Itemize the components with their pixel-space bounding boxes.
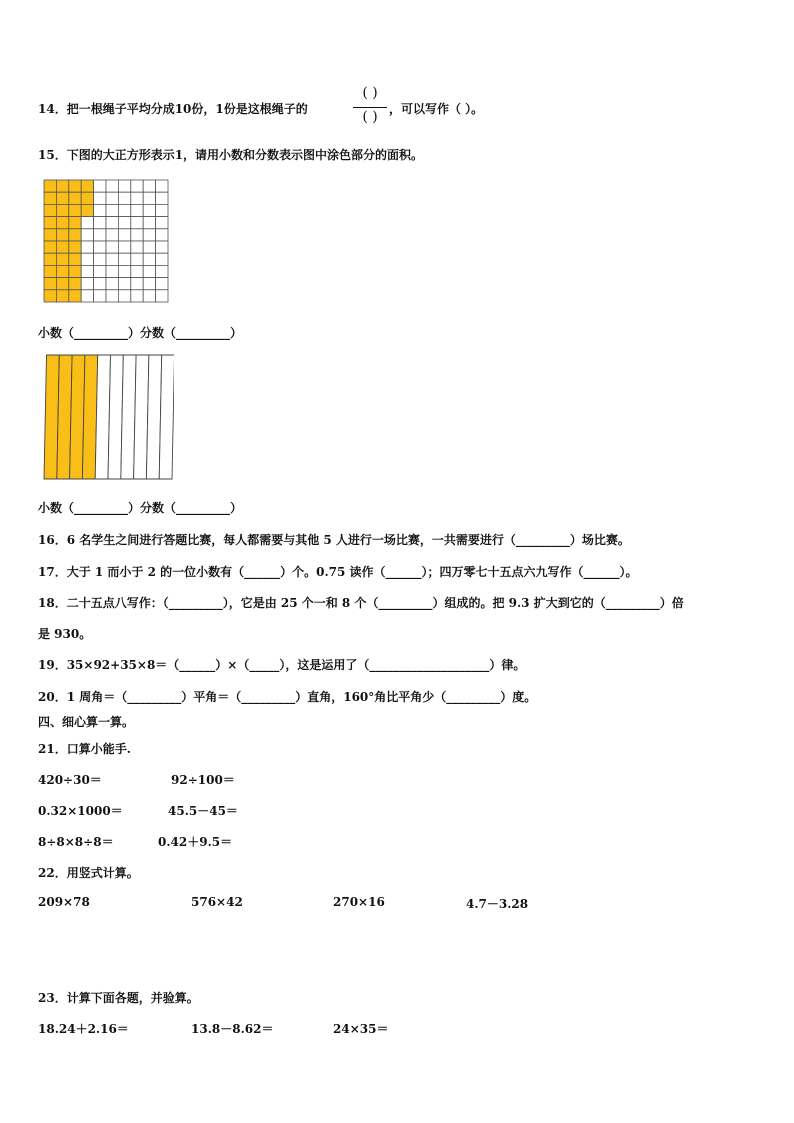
grid-cell <box>94 253 106 265</box>
fraction-bar <box>353 107 387 108</box>
grid-cell <box>106 217 118 229</box>
grid-cell <box>131 253 143 265</box>
grid-cell <box>106 290 118 302</box>
grid-cell <box>156 180 168 192</box>
grid-cell <box>156 241 168 253</box>
q21-item: 8÷8×8÷8＝ <box>38 835 114 849</box>
grid-cell <box>81 229 93 241</box>
fraction-denominator-blank[interactable]: ( ) <box>362 109 378 125</box>
q15-answer-line-1: 小数（_________）分数（_________） <box>38 326 243 340</box>
grid-cell <box>94 180 106 192</box>
q23-item: 24×35＝ <box>333 1022 389 1036</box>
grid-cell <box>143 265 155 277</box>
grid-cell <box>94 265 106 277</box>
grid-cell-shaded <box>69 229 81 241</box>
grid-cell <box>156 265 168 277</box>
q22-item: 4.7－3.28 <box>466 897 529 911</box>
grid-cell <box>143 180 155 192</box>
question-23-title: 23．计算下面各题，并验算。 <box>38 991 199 1005</box>
grid-cell-shaded <box>69 290 81 302</box>
grid-cell <box>81 290 93 302</box>
grid-cell <box>118 180 130 192</box>
grid-cell <box>131 217 143 229</box>
grid-cell <box>81 278 93 290</box>
grid-cell <box>118 217 130 229</box>
grid-cell-shaded <box>44 192 56 204</box>
grid-cell-shaded <box>56 217 68 229</box>
grid-cell <box>106 204 118 216</box>
grid-cell <box>106 180 118 192</box>
grid-cell-shaded <box>44 290 56 302</box>
question-17-text: 17．大于 1 而小于 2 的一位小数有（______）个。0.75 读作（______）；四万零七十五点六九写作（______）。 <box>38 565 638 579</box>
grid-cell <box>94 290 106 302</box>
tenths-strip-figure <box>42 354 174 480</box>
grid-cell <box>131 192 143 204</box>
grid-cell <box>81 241 93 253</box>
grid-cell-shaded <box>44 278 56 290</box>
grid-cell <box>94 192 106 204</box>
question-19-text: 19．35×92+35×8＝（______）×（_____），这是运用了（____________________）律。 <box>38 658 526 672</box>
hundred-grid-figure <box>43 179 169 303</box>
q21-item: 45.5－45＝ <box>168 804 238 818</box>
grid-cell-shaded <box>44 180 56 192</box>
question-16-text: 16．6 名学生之间进行答题比赛，每人都需要与其他 5 人进行一场比赛，一共需要进行（_________）场比赛。 <box>38 533 630 547</box>
grid-cell-shaded <box>44 253 56 265</box>
fraction-numerator-blank[interactable]: ( ) <box>362 85 378 101</box>
grid-cell-shaded <box>69 192 81 204</box>
grid-cell-shaded <box>56 278 68 290</box>
question-22-title: 22．用竖式计算。 <box>38 866 139 880</box>
grid-cell <box>118 229 130 241</box>
grid-cell <box>156 229 168 241</box>
grid-cell <box>94 278 106 290</box>
grid-cell-shaded <box>81 204 93 216</box>
grid-cell <box>131 278 143 290</box>
question-15-title: 15．下图的大正方形表示1，请用小数和分数表示图中涂色部分的面积。 <box>38 148 424 162</box>
grid-cell <box>156 192 168 204</box>
question-20-text: 20．1 周角＝（_________）平角＝（_________）直角，160°角比平角少（_________）度。 <box>38 690 537 704</box>
grid-cell <box>143 192 155 204</box>
strip <box>159 355 174 479</box>
grid-cell-shaded <box>81 180 93 192</box>
grid-cell <box>156 290 168 302</box>
grid-cell <box>131 241 143 253</box>
q23-item: 13.8－8.62＝ <box>191 1022 274 1036</box>
grid-cell <box>106 192 118 204</box>
grid-cell <box>131 180 143 192</box>
grid-cell-shaded <box>44 241 56 253</box>
grid-cell-shaded <box>69 253 81 265</box>
grid-cell <box>143 290 155 302</box>
grid-cell <box>81 265 93 277</box>
q14-before: 14．把一根绳子平均分成10份，1份是这根绳子的 <box>38 102 308 116</box>
question-21-title: 21．口算小能手. <box>38 742 131 756</box>
grid-cell <box>118 290 130 302</box>
grid-cell <box>81 217 93 229</box>
grid-cell <box>156 278 168 290</box>
grid-cell-shaded <box>69 217 81 229</box>
grid-cell <box>118 278 130 290</box>
q21-item: 0.32×1000＝ <box>38 804 123 818</box>
q14-after: ，可以写作（ ）。 <box>389 102 484 116</box>
grid-cell <box>118 204 130 216</box>
grid-cell <box>131 229 143 241</box>
grid-cell-shaded <box>69 204 81 216</box>
grid-cell <box>94 204 106 216</box>
q21-item: 420÷30＝ <box>38 773 102 787</box>
grid-cell <box>143 204 155 216</box>
grid-cell-shaded <box>56 241 68 253</box>
grid-cell <box>156 217 168 229</box>
q22-item: 576×42 <box>191 895 243 909</box>
grid-cell-shaded <box>56 253 68 265</box>
grid-cell <box>156 253 168 265</box>
grid-cell-shaded <box>56 192 68 204</box>
grid-cell <box>94 217 106 229</box>
question-18-line-1: 18．二十五点八写作：（_________），它是由 25 个一和 8 个（_________）组成的。把 9.3 扩大到它的（_________）倍 <box>38 596 684 610</box>
question-18-line-2: 是 930。 <box>38 627 92 641</box>
grid-cell-shaded <box>81 192 93 204</box>
grid-cell <box>94 229 106 241</box>
grid-cell <box>94 241 106 253</box>
grid-cell <box>143 241 155 253</box>
grid-cell <box>81 253 93 265</box>
grid-cell-shaded <box>44 204 56 216</box>
grid-cell-shaded <box>56 180 68 192</box>
grid-cell <box>106 253 118 265</box>
grid-cell <box>131 204 143 216</box>
grid-cell <box>143 253 155 265</box>
grid-cell-shaded <box>44 265 56 277</box>
grid-cell <box>106 278 118 290</box>
grid-cell-shaded <box>56 290 68 302</box>
grid-cell <box>118 241 130 253</box>
grid-cell-shaded <box>69 180 81 192</box>
grid-cell <box>131 290 143 302</box>
q21-item: 0.42＋9.5＝ <box>158 835 233 849</box>
grid-cell <box>118 192 130 204</box>
grid-cell <box>106 265 118 277</box>
grid-cell-shaded <box>44 229 56 241</box>
grid-cell <box>131 265 143 277</box>
q22-item: 270×16 <box>333 895 385 909</box>
grid-cell-shaded <box>69 278 81 290</box>
grid-cell-shaded <box>56 265 68 277</box>
grid-cell <box>143 217 155 229</box>
q14-fraction <box>353 85 387 131</box>
q15-answer-line-2: 小数（_________）分数（_________） <box>38 501 243 515</box>
grid-cell <box>118 265 130 277</box>
q21-item: 92÷100＝ <box>171 773 235 787</box>
grid-cell <box>106 229 118 241</box>
grid-cell-shaded <box>69 265 81 277</box>
q23-item: 18.24＋2.16＝ <box>38 1022 129 1036</box>
grid-cell <box>156 204 168 216</box>
grid-cell-shaded <box>56 229 68 241</box>
question-14-text <box>38 100 308 117</box>
grid-cell <box>118 253 130 265</box>
grid-cell-shaded <box>69 241 81 253</box>
grid-cell-shaded <box>56 204 68 216</box>
grid-cell <box>143 278 155 290</box>
grid-cell-shaded <box>44 217 56 229</box>
section-4-heading: 四、细心算一算。 <box>38 715 135 729</box>
grid-cell <box>106 241 118 253</box>
q22-item: 209×78 <box>38 895 90 909</box>
grid-cell <box>143 229 155 241</box>
